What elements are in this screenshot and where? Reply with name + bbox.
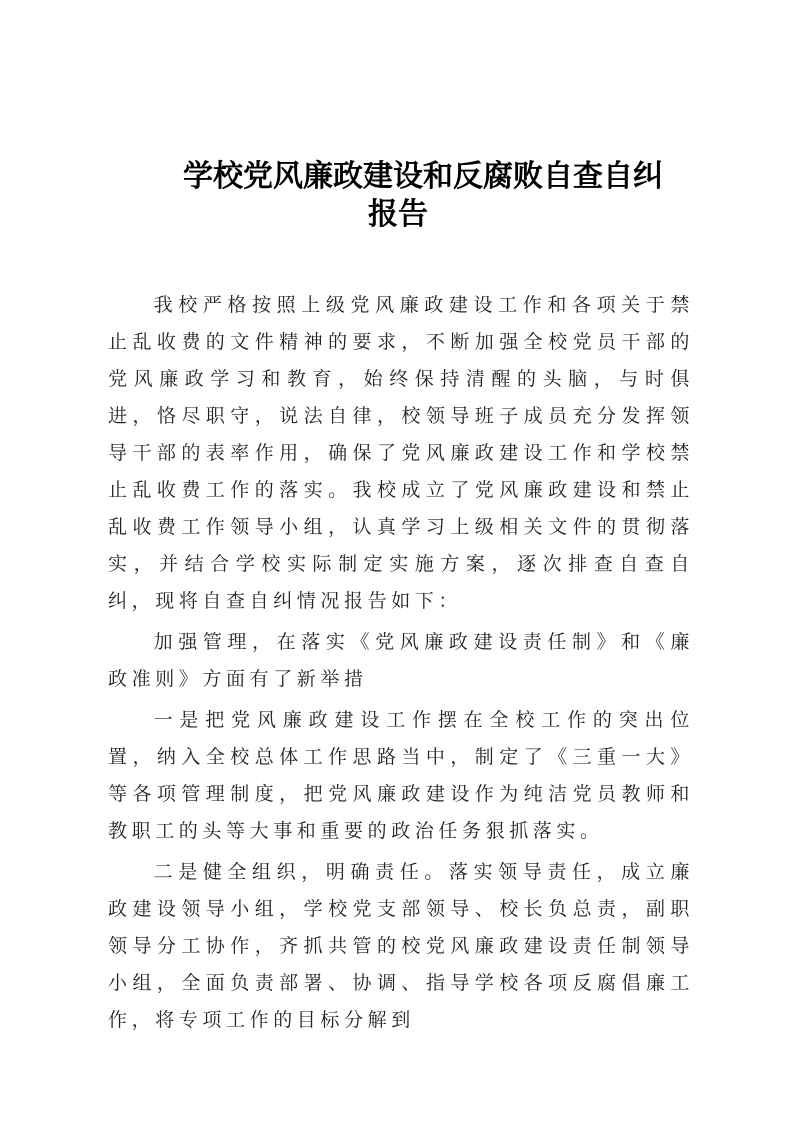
paragraph-intro: 我校严格按照上级党风廉政建设工作和各项关于禁止乱收费的文件精神的要求，不断加强全校党员干部的党风廉政学习和教育，始终保持清醒的头脑，与时俱进，恪尽职守，说法自律，校领导班子成员充分发挥领导干部的表率作用，确保了党风廉政建设工作和学校禁止乱收费工作的落实。我校成立了党风廉政建设和禁止乱收费工作领导小组，认真学习上级相关文件的贯彻落实，并结合学校实际制定实施方案，逐次排查自查自纠，现将自查自纠情况报告如下： — [108, 294, 694, 612]
title-line-1: 学校党风廉政建设和反腐败自查自纠 — [183, 159, 663, 194]
title-line-2: 报告 — [368, 197, 428, 232]
document-body — [108, 287, 694, 1039]
paragraph-point-one: 一是把党风廉政建设工作摆在全校工作的突出位置，纳入全校总体工作思路当中，制定了《三重一大》等各项管理制度，把党风廉政建设作为纯洁党员教师和教职工的头等大事和重要的政治任务狠抓落实。 — [108, 709, 694, 842]
paragraph-point-two: 二是健全组织，明确责任。落实领导责任，成立廉政建设领导小组，学校党支部领导、校长负总责，副职领导分工协作，齐抓共管的校党风廉政建设责任制领导小组，全面负责部署、协调、指导学校各项反腐倡廉工作，将专项工作的目标分解到 — [108, 861, 694, 1031]
document-title — [108, 158, 688, 234]
paragraph-heading-management: 加强管理，在落实《党风廉政建设责任制》和《廉政准则》方面有了新举措 — [108, 631, 694, 690]
